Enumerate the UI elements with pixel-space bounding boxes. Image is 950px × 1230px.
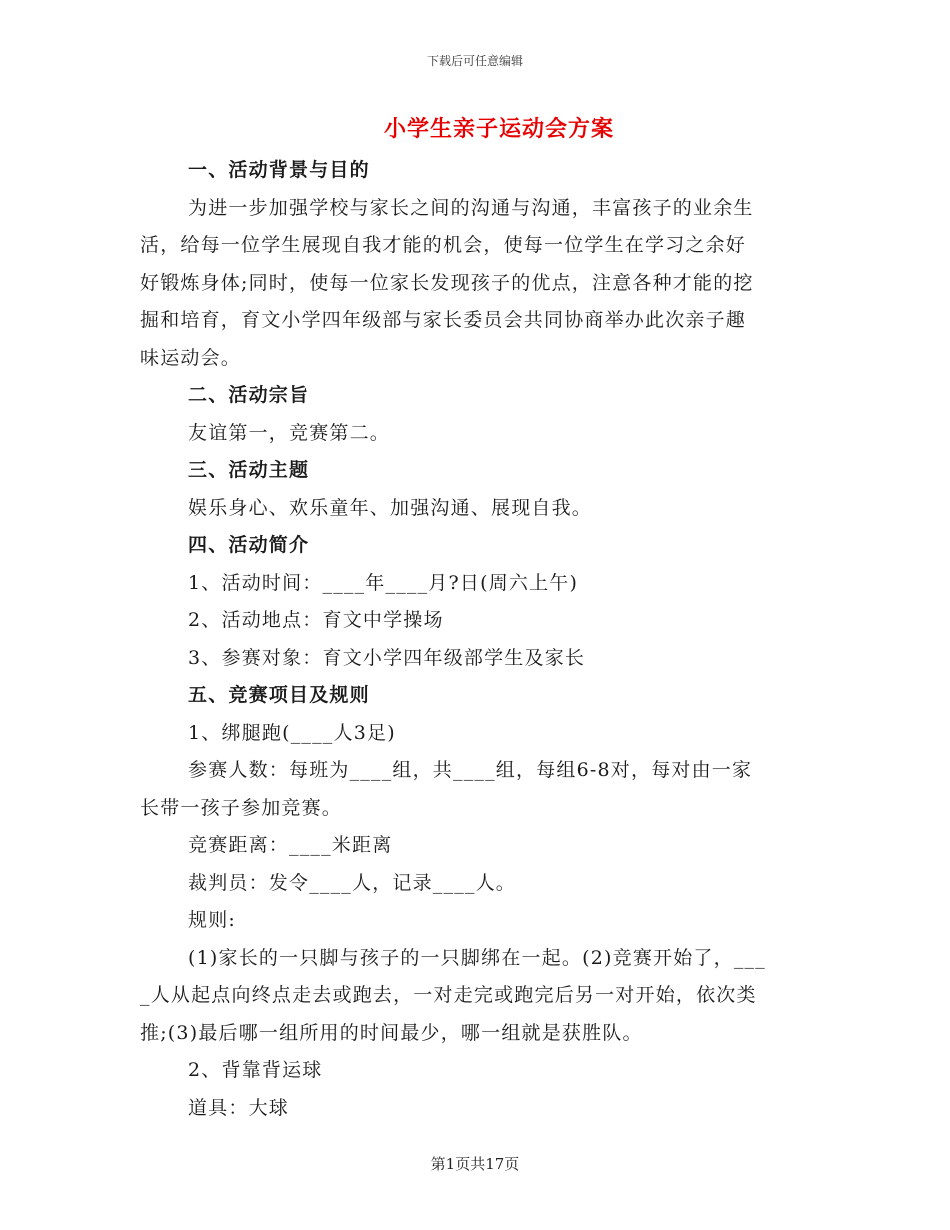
paragraph-line: 味运动会。 — [140, 346, 242, 369]
section-heading: 二、活动宗旨 — [188, 384, 310, 406]
section-heading: 五、竞赛项目及规则 — [188, 684, 370, 706]
section-heading: 三、活动主题 — [188, 459, 310, 481]
paragraph-line: 掘和培育，育文小学四年级部与家长委员会共同协商举办此次亲子趣 — [140, 309, 747, 331]
list-item: 1、活动时间：____年____月?日(周六上午) — [188, 571, 579, 594]
list-item: 2、背靠背运球 — [188, 1059, 323, 1081]
paragraph-line: 规则: — [188, 909, 237, 931]
paragraph-line: 道具：大球 — [188, 1096, 290, 1119]
section-heading: 一、活动背景与目的 — [188, 159, 370, 181]
paragraph-line: 活，给每一位学生展现自我才能的机会，使每一位学生在学习之余好 — [140, 234, 747, 256]
paragraph-line: 娱乐身心、欢乐童年、加强沟通、展现自我。 — [188, 496, 593, 519]
paragraph-line: _人从起点向终点走去或跑去，一对走完或跑完后另一对开始，依次类 — [140, 984, 757, 1006]
page-header: 下载后可任意编辑 — [426, 54, 523, 68]
list-item: 2、活动地点：育文中学操场 — [188, 609, 444, 631]
paragraph-line: 参赛人数：每班为____组，共____组，每组6-8对，每对由一家 — [188, 759, 753, 781]
paragraph-line: 裁判员：发令____人，记录____人。 — [188, 871, 517, 894]
paragraph-line: 竞赛距离：____米距离 — [188, 834, 393, 856]
section-heading: 四、活动简介 — [188, 534, 310, 556]
paragraph-line: (1)家长的一只脚与孩子的一只脚绑在一起。(2)竞赛开始了，___ — [188, 946, 766, 969]
paragraph-line: 友谊第一，竞赛第二。 — [188, 421, 391, 444]
document-body — [140, 152, 804, 1127]
document-title: 小学生亲子运动会方案 — [383, 116, 614, 142]
paragraph-line: 为进一步加强学校与家长之间的沟通与沟通，丰富孩子的业余生 — [188, 196, 754, 219]
page-footer: 第1页共17页 — [430, 1155, 520, 1173]
paragraph-line: 推;(3)最后哪一组所用的时间最少，哪一组就是获胜队。 — [140, 1021, 643, 1044]
paragraph-line: 长带一孩子参加竞赛。 — [140, 796, 343, 819]
paragraph-line: 好锻炼身体;同时，使每一位家长发现孩子的优点，注意各种才能的挖 — [140, 271, 754, 294]
list-item: 3、参赛对象：育文小学四年级部学生及家长 — [188, 646, 586, 669]
list-item: 1、绑腿跑(____人3足) — [188, 721, 396, 744]
